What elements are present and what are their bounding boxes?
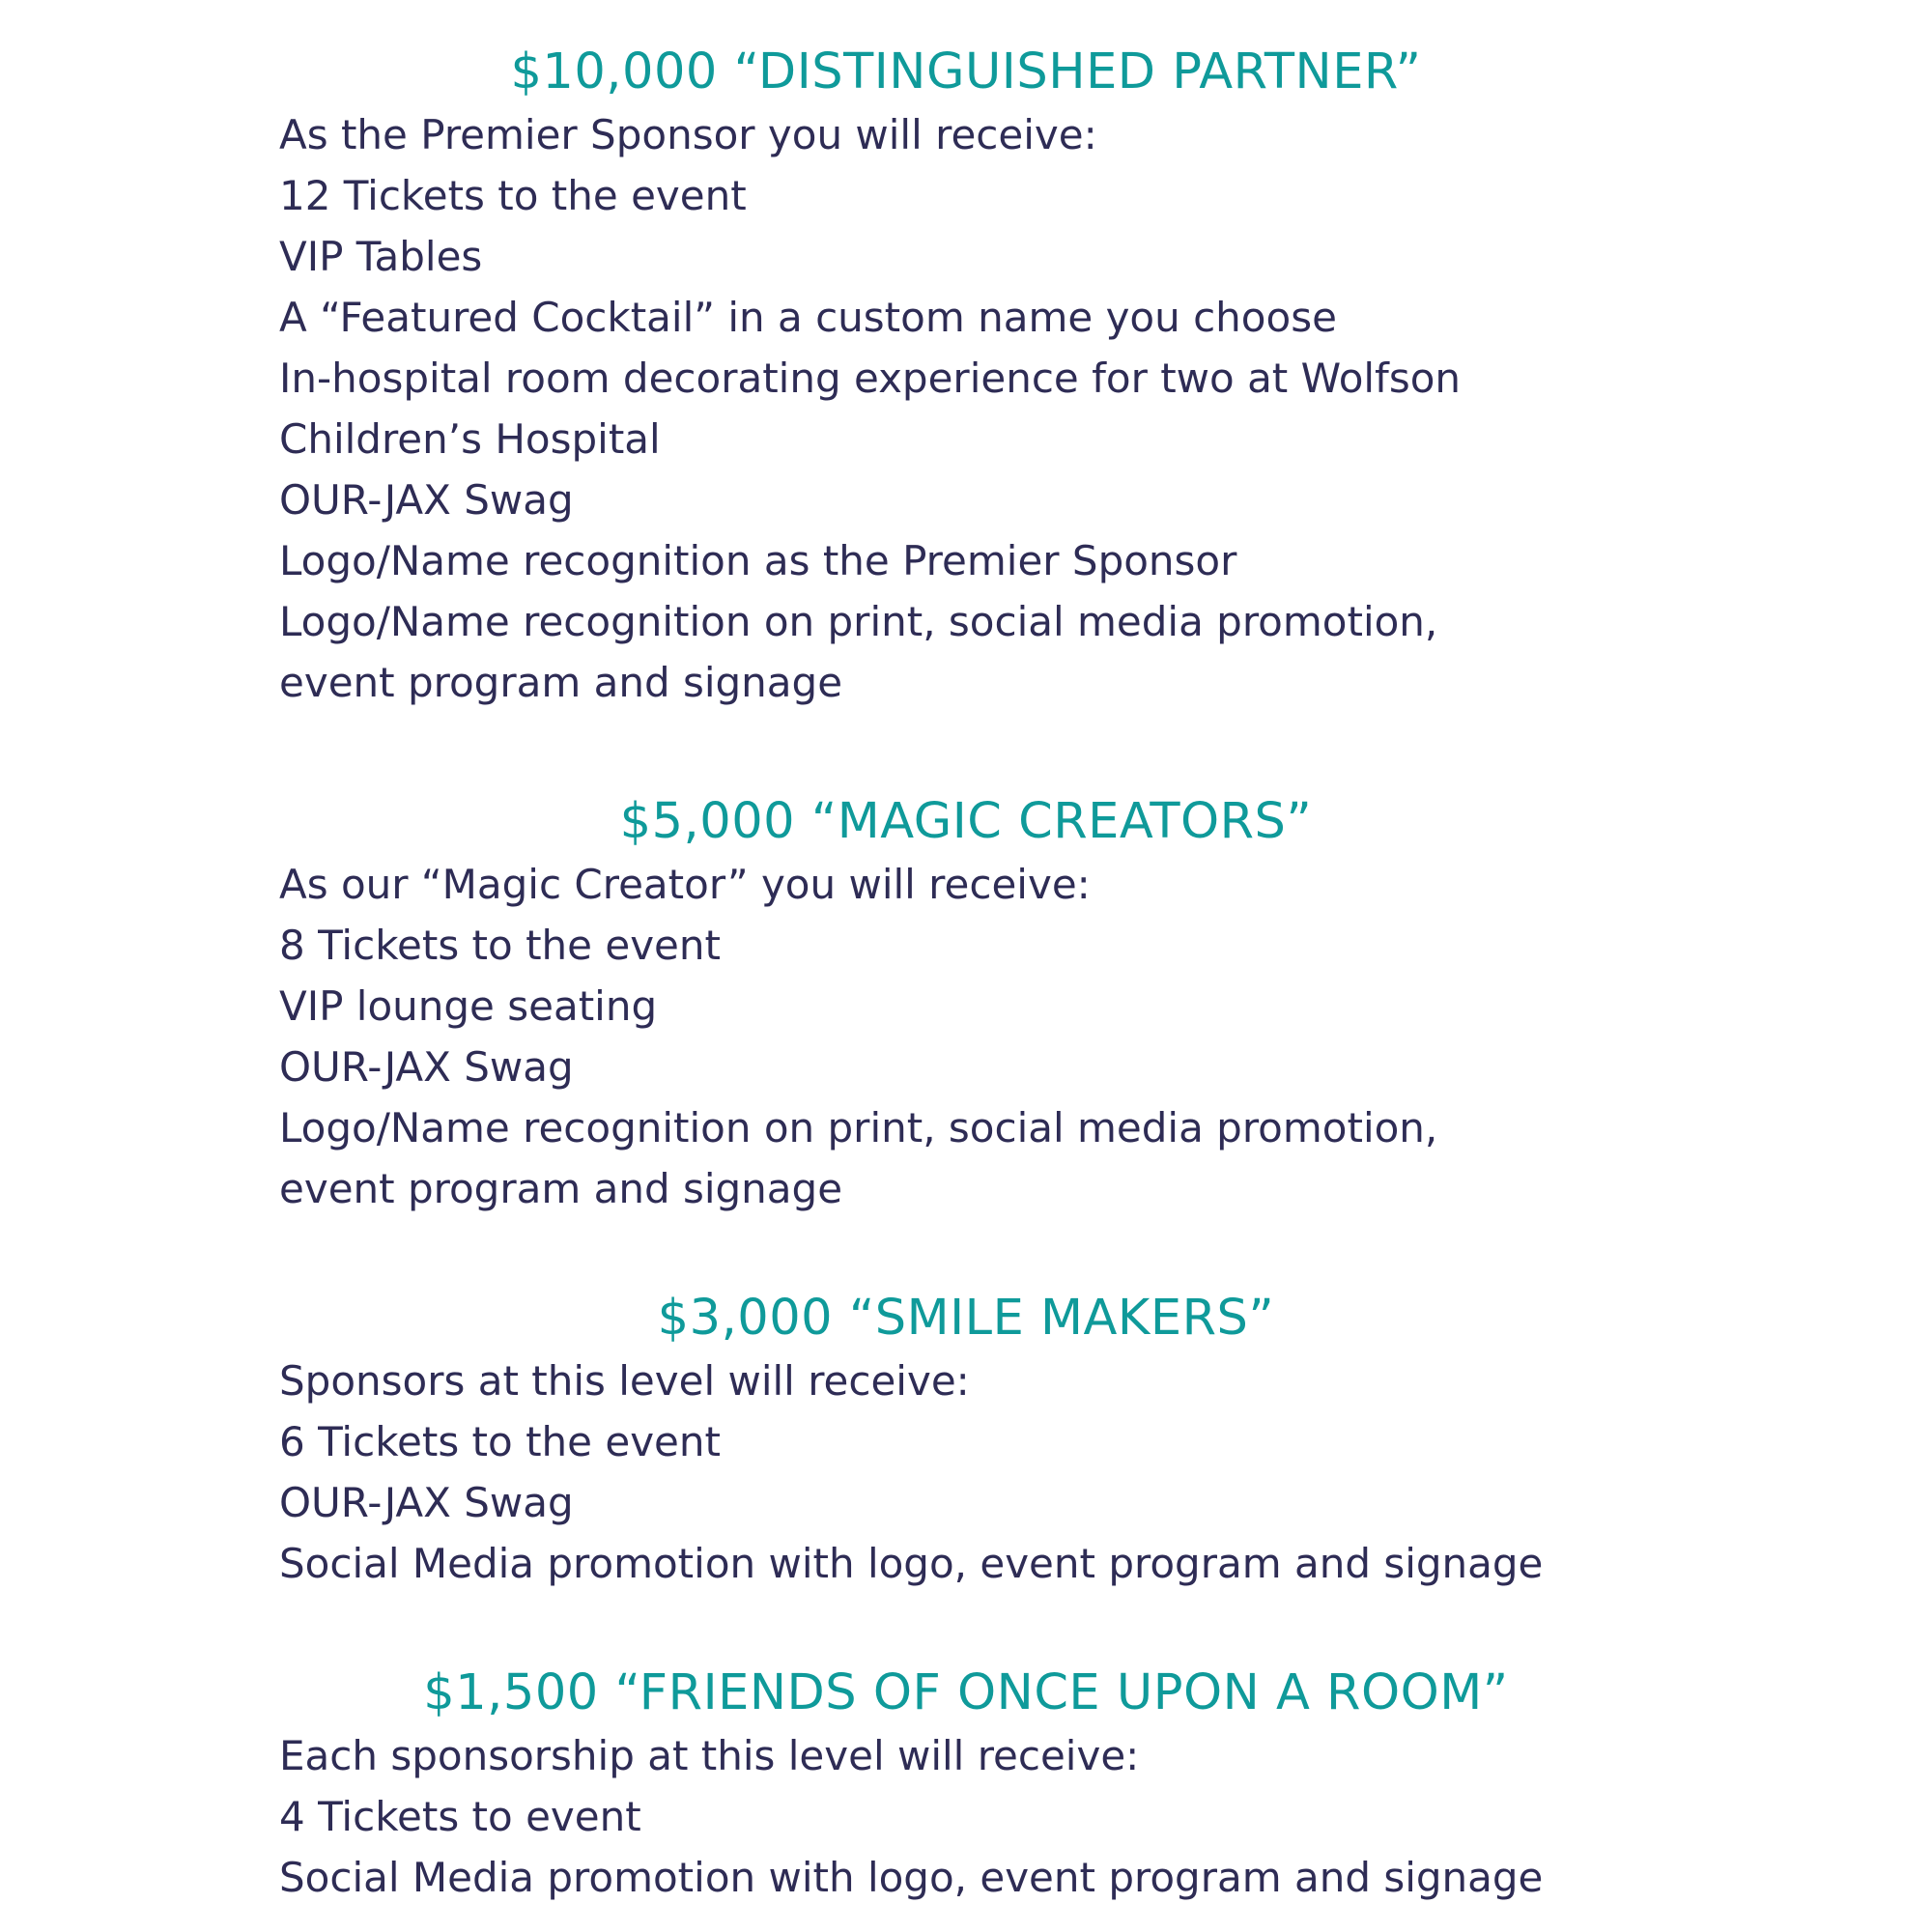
benefit-item: OUR-JAX Swag — [279, 1043, 574, 1091]
tier-title: $1,500 “FRIENDS OF ONCE UPON A ROOM” — [423, 1664, 1509, 1721]
benefit-item: VIP Tables — [279, 233, 483, 280]
benefit-item: 12 Tickets to the event — [279, 172, 747, 219]
benefit-intro: As the Premier Sponsor you will receive: — [279, 111, 1097, 158]
benefit-item: 6 Tickets to the event — [279, 1418, 721, 1465]
benefit-item: A “Featured Cocktail” in a custom name you choose — [279, 294, 1337, 341]
benefit-list — [279, 1725, 1728, 1908]
benefit-item: event program and signage — [279, 1165, 843, 1212]
tier-magic-creators — [0, 790, 1932, 1219]
benefit-item: Social Media promotion with logo, event program and signage — [279, 1540, 1544, 1587]
benefit-item: OUR-JAX Swag — [279, 476, 574, 524]
benefit-item: 8 Tickets to the event — [279, 922, 721, 969]
benefit-item: OUR-JAX Swag — [279, 1479, 574, 1526]
benefit-list — [279, 104, 1728, 713]
tier-title: $10,000 “DISTINGUISHED PARTNER” — [510, 43, 1422, 100]
benefit-intro: As our “Magic Creator” you will receive: — [279, 861, 1091, 908]
benefit-intro: Sponsors at this level will receive: — [279, 1357, 970, 1405]
tier-friends-of-once-upon-a-room — [0, 1662, 1932, 1908]
benefit-item: VIP lounge seating — [279, 982, 658, 1030]
benefit-intro: Each sponsorship at this level will receive: — [279, 1732, 1140, 1779]
benefit-item: 4 Tickets to event — [279, 1793, 641, 1840]
benefit-list — [279, 854, 1728, 1219]
benefit-item: event program and signage — [279, 659, 843, 706]
benefit-item: Logo/Name recognition on print, social media promotion, — [279, 1104, 1438, 1151]
tier-smile-makers — [0, 1287, 1932, 1594]
benefit-item: Children’s Hospital — [279, 415, 661, 463]
benefit-item: Logo/Name recognition as the Premier Sponsor — [279, 537, 1237, 584]
tier-title: $3,000 “SMILE MAKERS” — [657, 1290, 1275, 1347]
benefit-item: Social Media promotion with logo, event program and signage — [279, 1854, 1544, 1901]
benefit-item: In-hospital room decorating experience for two at Wolfson — [279, 355, 1462, 402]
tier-distinguished-partner — [0, 41, 1932, 713]
tier-title: $5,000 “MAGIC CREATORS” — [619, 793, 1313, 850]
benefit-item: Logo/Name recognition on print, social media promotion, — [279, 598, 1438, 645]
benefit-list — [279, 1350, 1728, 1594]
